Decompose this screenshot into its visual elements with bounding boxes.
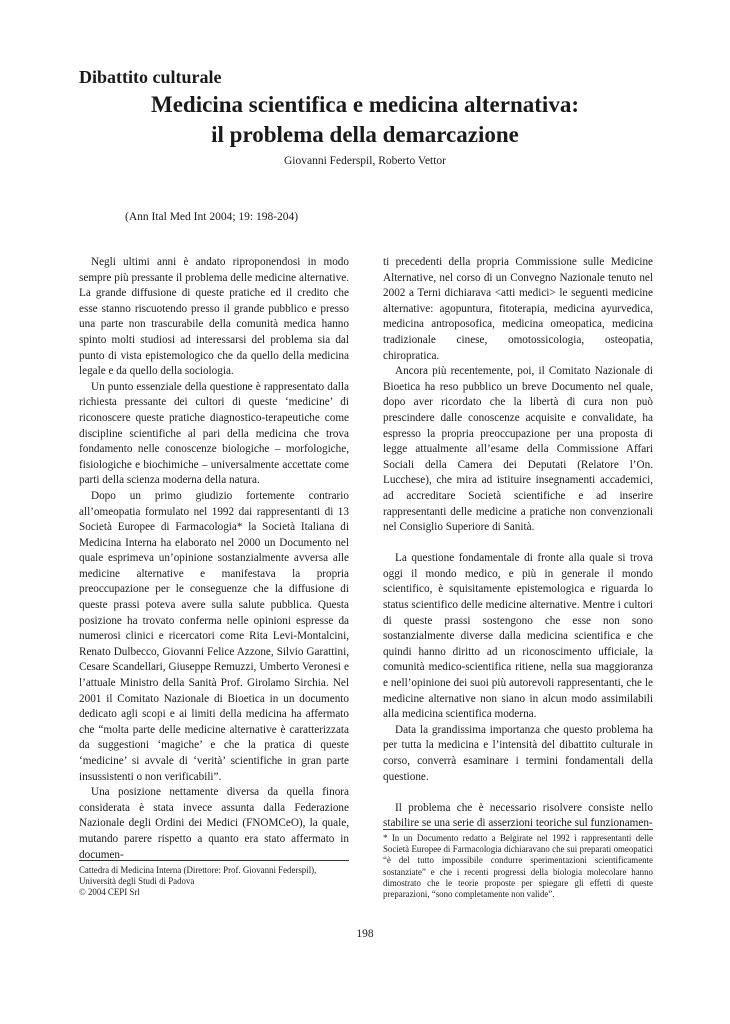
authors: Giovanni Federspil, Roberto Vettor: [283, 155, 447, 167]
paragraph: Dopo un primo giudizio fortemente contrario all’omeopatia formulato nel 1992 dai rappresentanti di 13 Società Europee di Farmacologia* la Società Italiana di Medicina Interna ha elaborato nel 2000 un Documento nel quale esprimeva un’opinione sostanzialmente avversa alle medicine alternative e manifestava la propria preoccupazione per le conseguenze che la diffusione di queste prassi poteva avere sulla salute pubblica. Questa posizione ha trovato conferma nelle opinioni espresse da numerosi clinici e ricercatori come Rita Levi-Montalcini, Renato Dulbecco, Giovanni Felice Azzone, Silvio Garattini, Cesare Scandellari, Giuseppe Remuzzi, Umberto Veronesi e l’attuale Ministro della Sanità Prof. Girolamo Sirchia. Nel 2001 il Comitato Nazionale di Bioetica in un documento dedicato agli scopi e ai limiti della medicina ha affermato che “molta parte delle medicine alternative è caratterizzata da suggestioni ‘magiche’ e che la pratica di queste ‘medicine’ si avvale di ‘verità’ scientifiche in gran parte insussistenti o non verificabili”.: [79, 489, 349, 783]
left-column: [79, 255, 349, 863]
paragraph: La questione fondamentale di fronte alla quale si trova oggi il mondo medico, e più in generale il mondo scientifico, è squisitamente epistemologica e riguarda lo status scientifico delle medicine alternative. Mentre i cultori di queste prassi sostengono che esse non sono sostanzialmente diverse dalla medicina scientifica e che quindi hanno diritto ad un riconoscimento ufficiale, la comunità medico-scientifica ritiene, nella sua maggioranza e nell’opinione dei suoi più autorevoli rappresentanti, che le medicine alternative non siano in alcun modo assimilabili alla medicina scientifica moderna.: [383, 552, 653, 721]
paragraph: Il problema che è necessario risolvere consiste nello stabilire se una serie di asserzioni teoriche sul funzionamen-: [383, 801, 653, 830]
title-line-2: il problema della demarcazione: [211, 122, 519, 147]
article-title: [60, 90, 670, 150]
copyright: © 2004 CEPI Srl: [79, 887, 140, 898]
paragraph: ti precedenti della propria Commissione sulle Medicine Alternative, nel corso di un Convegno Nazionale tenuto nel 2002 a Terni dichiarava <atti medici> le seguenti medicine alternative: agopuntura, fitoterapia, medicina ayurvedica, medicina antroposofica, medicina omeopatica, medicina tradizionale cinese, omotossicologia, osteopatia, chiropratica.: [383, 256, 653, 362]
paragraph: Un punto essenziale della questione è rappresentato dalla richiesta pressante dei cultori di queste ‘medicine’ di riconoscere queste pratiche diagnostico-terapeutiche come discipline scientifiche al pari della medicina che trova fondamento nelle conoscenze biologiche – morfologiche, fisiologiche e biochimiche – universalmente accettate come parti della scienza moderna della natura.: [79, 380, 349, 487]
section-label: Dibattito culturale: [79, 67, 222, 87]
paragraph: Data la grandissima importanza che questo problema ha per tutta la medicina e l’intensità del dibattito culturale in corso, converrà esaminare i termini fondamentali della questione.: [383, 723, 653, 783]
paragraph: Una posizione nettamente diversa da quella finora considerata è stata invece assunta dalla Federazione Nazionale degli Ordini dei Medici (FNOMCeO), la quale, mutando parere rispetto a quanto era stato affermato in documen-: [79, 786, 349, 861]
title-line-1: Medicina scientifica e medicina alternativa:: [151, 92, 579, 117]
paragraph: Negli ultimi anni è andato riproponendosi in modo sempre più pressante il problema delle medicine alternative. La grande diffusione di queste pratiche ed il credito che esse stanno riscuotendo presso il grande pubblico e presso una parte non trascurabile della comunità medica hanno spinto molti studiosi ad interessarsi del problema sia dal punto di vista epistemologico che da quello della medicina legale e da quello della sociologia.: [79, 256, 349, 378]
citation: (Ann Ital Med Int 2004; 19: 198-204): [125, 211, 299, 223]
affiliation-line: Università degli Studi di Padova: [79, 876, 195, 887]
affiliation: [79, 860, 349, 899]
right-column: [383, 255, 653, 832]
page-number: 198: [356, 928, 374, 940]
affiliation-line: Cattedra di Medicina Interna (Direttore: Prof. Giovanni Federspil),: [79, 865, 317, 875]
paragraph: Ancora più recentemente, poi, il Comitato Nazionale di Bioetica ha reso pubblico un breve Documento nel quale, dopo aver ricordato che la libertà di cura non può prescindere dalle conoscenze acquisite e convalidate, ha espresso la propria preoccupazione per una proposta di legge attualmente all’esame della Commissione Affari Sociali della Camera dei Deputati (Relatore l’On. Lucchese), che mira ad istituire insegnamenti accademici, ad accreditare Società scientifiche e ad inserire rappresentanti delle medicine a pratiche non convenzionali nel Consiglio Superiore di Sanità.: [383, 365, 653, 534]
footnote: * In un Documento redatto a Belgirate nel 1992 i rappresentanti delle Società Europee di Farmacologia dichiaravano che sui preparati omeopatici “è del tutto impossibile condurre sperimentazioni scientificamente sostanziate” e che i recenti progressi della biologia molecolare hanno dimostrato che le teorie proposte per spiegare gli effetti di queste preparazioni, “sono completamente non valide”.: [383, 829, 653, 900]
